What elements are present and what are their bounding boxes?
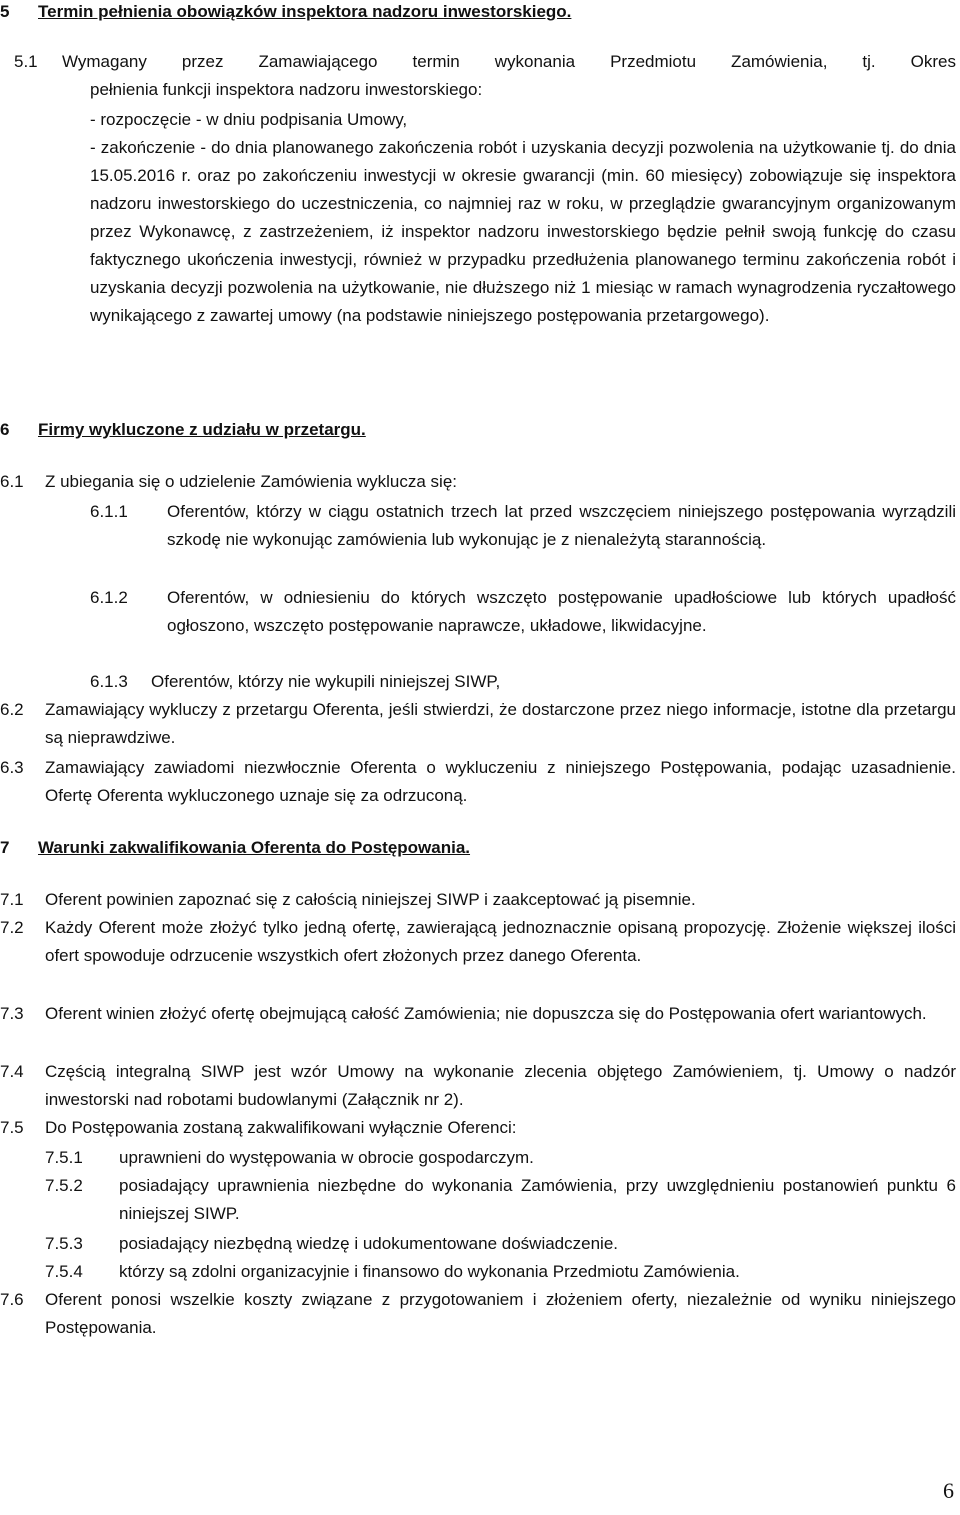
section-number: 7 <box>0 838 10 857</box>
section-title: Warunki zakwalifikowania Oferenta do Postępowania. <box>38 838 471 857</box>
paragraph-number: 7.2 <box>0 918 24 937</box>
item-7-5-2-text: posiadający uprawnienia niezbędne do wykonania Zamówienia, przy uwzględnieniu postanowień punktu 6 niniejszej SIWP. <box>119 1176 956 1223</box>
paragraph-number: 6.1 <box>0 472 24 491</box>
paragraph-7-4-text: Częścią integralną SIWP jest wzór Umowy na wykonanie zlecenia objętego Zamówieniem, tj. Umowy o nadzór inwestorski nad robotami budowlanymi (Załącznik nr 2). <box>45 1062 956 1109</box>
item-number: 7.5.4 <box>45 1262 83 1281</box>
paragraph-number: 7.3 <box>0 1004 24 1023</box>
paragraph-number: 7.4 <box>0 1062 24 1081</box>
paragraph-6-2-text: Zamawiający wykluczy z przetargu Oferenta, jeśli stwierdzi, że dostarczone przez niego informacje, istotne dla przetargu są nieprawdziwe. <box>45 700 956 747</box>
item-number: 6.1.2 <box>90 588 128 607</box>
item-6-1-3-text: Oferentów, którzy nie wykupili niniejszej SIWP, <box>151 672 501 691</box>
paragraph-number: 7.1 <box>0 890 24 909</box>
section-title: Firmy wykluczone z udziału w przetargu. <box>38 420 366 439</box>
paragraph-number: 6.2 <box>0 700 24 719</box>
paragraph-number: 6.3 <box>0 758 24 777</box>
item-7-5-4-text: którzy są zdolni organizacyjnie i finansowo do wykonania Przedmiotu Zamówienia. <box>119 1262 740 1281</box>
section-title: Termin pełnienia obowiązków inspektora nadzoru inwestorskiego. <box>38 2 572 21</box>
paragraph-6-3-text: Zamawiający zawiadomi niezwłocznie Oferenta o wykluczeniu z niniejszego Postępowania, podając uzasadnienie. Ofertę Oferenta wykluczonego uznaje się za odrzuconą. <box>45 758 956 805</box>
paragraph-7-1-text: Oferent powinien zapoznać się z całością niniejszej SIWP i zaakceptować ją pisemnie. <box>45 890 696 909</box>
item-6-1-1-text: Oferentów, którzy w ciągu ostatnich trzech lat przed wszczęciem niniejszego postępowania wyrządzili szkodę nie wykonując zamówienia lub wykonując je z nienależytą starannością. <box>167 502 956 549</box>
page-number: 6 <box>943 1478 954 1503</box>
paragraph-7-2-text: Każdy Oferent może złożyć tylko jedną ofertę, zawierającą jednoznacznie opisaną propozycję. Złożenie większej ilości ofert spowoduje odrzucenie wszystkich ofert złożonych przez danego Oferenta. <box>45 918 956 965</box>
paragraph-5-1-line2: pełnienia funkcji inspektora nadzoru inwestorskiego: <box>90 80 483 99</box>
item-number: 7.5.3 <box>45 1234 83 1253</box>
item-number: 7.5.1 <box>45 1148 83 1167</box>
section-number: 5 <box>0 2 10 21</box>
section-number: 6 <box>0 420 10 439</box>
paragraph-5-1-body: - zakończenie - do dnia planowanego zakończenia robót i uzyskania decyzji pozwolenia na użytkowanie tj. do dnia 15.05.2016 r. oraz po zakończeniu inwestycji w okresie gwarancji (min. 60 miesięcy) zobowiązuje się inspektora nadzoru inwestorskiego do uczestniczenia, co najmniej raz w roku, w przeglądzie gwarancyjnym organizowanym przez Wykonawcę, z zastrzeżeniem, iż inspektor nadzoru inwestorskiego będzie pełnił swoją funkcję do czasu faktycznego ukończenia inwestycji, również w przypadku przedłużenia planowanego terminu zakończenia robót i uzyskania decyzji pozwolenia na użytkowanie, nie dłuższego niż 1 miesiąc w ramach wynagrodzenia ryczałtowego wynikającego z zawartej umowy (na podstawie niniejszego postępowania przetargowego). <box>90 138 956 325</box>
paragraph-number: 7.5 <box>0 1118 24 1137</box>
item-number: 7.5.2 <box>45 1176 83 1195</box>
paragraph-number: 7.6 <box>0 1290 24 1309</box>
paragraph-7-5-text: Do Postępowania zostaną zakwalifikowani wyłącznie Oferenci: <box>45 1118 517 1137</box>
paragraph-7-6-text: Oferent ponosi wszelkie koszty związane z przygotowaniem i złożeniem oferty, niezależnie od wyniku niniejszego Postępowania. <box>45 1290 956 1337</box>
paragraph-7-3-text: Oferent winien złożyć ofertę obejmującą całość Zamówienia; nie dopuszcza się do Postępowania ofert wariantowych. <box>45 1004 927 1023</box>
paragraph-number: 5.1 <box>14 52 38 71</box>
item-number: 6.1.1 <box>90 502 128 521</box>
paragraph-5-1-line1: Wymagany przez Zamawiającego termin wykonania Przedmiotu Zamówienia, tj. Okres <box>62 52 956 71</box>
item-number: 6.1.3 <box>90 672 128 691</box>
item-7-5-3-text: posiadający niezbędną wiedzę i udokumentowane doświadczenie. <box>119 1234 618 1253</box>
item-7-5-1-text: uprawnieni do występowania w obrocie gospodarczym. <box>119 1148 534 1167</box>
paragraph-5-1-line3: - rozpoczęcie - w dniu podpisania Umowy, <box>90 110 408 129</box>
paragraph-6-1-text: Z ubiegania się o udzielenie Zamówienia wyklucza się: <box>45 472 457 491</box>
item-6-1-2-text: Oferentów, w odniesieniu do których wszczęto postępowanie upadłościowe lub których upadłość ogłoszono, wszczęto postępowanie naprawcze, układowe, likwidacyjne. <box>167 588 956 635</box>
